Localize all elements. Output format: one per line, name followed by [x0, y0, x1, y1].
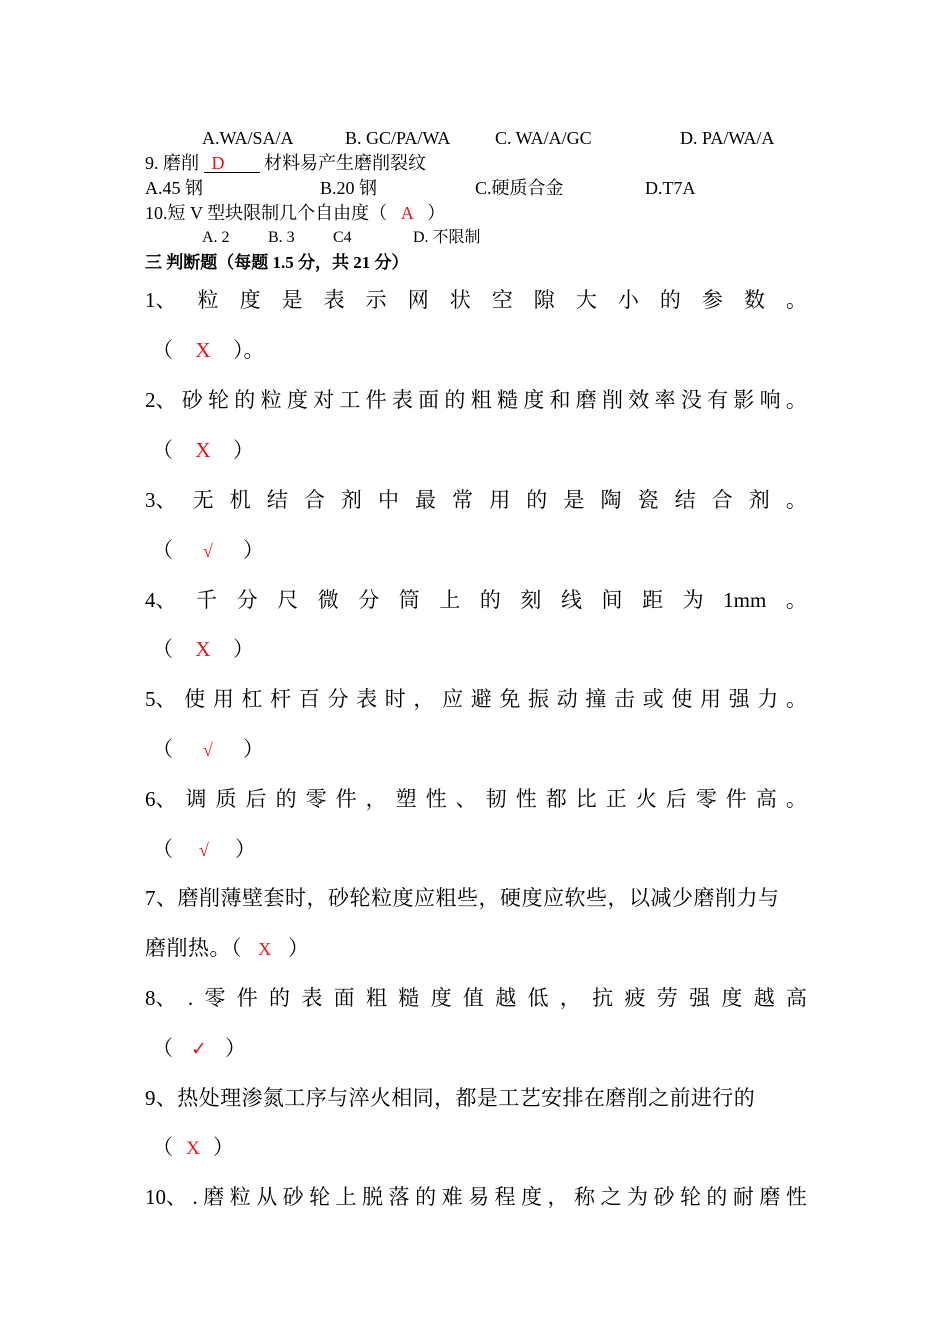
text-glyph: ， [559, 986, 581, 1010]
text-glyph: 值 [462, 986, 484, 1010]
text-glyph: . [192, 1185, 198, 1209]
q8-option-c: C. WA/A/GC [495, 128, 592, 148]
text-glyph: 分 [236, 588, 258, 612]
close-paren: ） [225, 1036, 246, 1060]
text-glyph: 度 [521, 1185, 543, 1209]
text-glyph: 越 [753, 986, 775, 1010]
text-glyph: 对 [313, 388, 335, 412]
text-glyph: 粗 [365, 986, 387, 1010]
q9-answer: D [211, 153, 225, 173]
text-glyph: 轮 [679, 1185, 701, 1209]
text-glyph: 的 [415, 1185, 437, 1209]
text-glyph: 中 [377, 488, 399, 512]
text-glyph: 上 [439, 588, 461, 612]
text-glyph: 、 [455, 787, 477, 811]
judge-item-3 [145, 487, 807, 513]
judge-item-5 [145, 686, 807, 712]
text-glyph: 后 [665, 787, 687, 811]
text-glyph: 。 [785, 288, 807, 312]
judge-answer-7 [145, 935, 310, 962]
text-glyph: 件 [335, 787, 357, 811]
open-paren: （ [152, 438, 173, 462]
text-glyph: 性 [785, 1185, 807, 1209]
close-paren: ） [243, 737, 264, 761]
text-glyph: 塑 [395, 787, 417, 811]
text-glyph: 6、 [145, 787, 177, 811]
text-glyph: 陶 [600, 488, 622, 512]
answer-mark: X [195, 438, 211, 462]
text-glyph: 面 [333, 986, 355, 1010]
answer-mark: X [195, 637, 211, 661]
text-glyph: 表 [391, 388, 413, 412]
judge-item-4 [145, 587, 807, 613]
judge-answer-1 [152, 337, 265, 363]
text-glyph: ， [547, 1185, 569, 1209]
text-glyph: 。 [785, 388, 807, 412]
text-glyph: 削 [602, 388, 624, 412]
text-glyph: 影 [733, 388, 755, 412]
text-glyph: 的 [659, 288, 681, 312]
text-glyph: 筒 [398, 588, 420, 612]
text-glyph: 用 [699, 687, 721, 711]
q10-option-c: C4 [333, 229, 352, 246]
text-glyph: 轮 [208, 388, 230, 412]
text-glyph: 表 [301, 986, 323, 1010]
text-glyph: 脱 [362, 1185, 384, 1209]
text-glyph: 常 [452, 488, 474, 512]
text-glyph: 抗 [592, 986, 614, 1010]
text-glyph: 件 [725, 787, 747, 811]
text-glyph: 3、 [145, 488, 177, 512]
answer-mark: √ [203, 541, 213, 561]
text-glyph: 分 [327, 687, 349, 711]
text-glyph: 8、 [145, 986, 177, 1010]
judge-answer-2 [152, 437, 254, 463]
text-glyph: 的 [275, 787, 297, 811]
q10-answer: A [400, 203, 414, 223]
judge-item-8 [145, 985, 807, 1011]
judge-item-9: 9、热处理渗氮工序与淬火相同，都是工艺安排在磨削之前进行的 [145, 1086, 756, 1110]
judge-answer-9 [152, 1134, 234, 1162]
text-glyph: 没 [680, 388, 702, 412]
text-glyph: 正 [605, 787, 627, 811]
text-glyph: 为 [626, 1185, 648, 1209]
text-glyph: 的 [444, 388, 466, 412]
text-glyph: 度 [721, 986, 743, 1010]
text-glyph: 结 [266, 488, 288, 512]
text-glyph: 2、 [145, 388, 177, 412]
text-glyph: 动 [556, 687, 578, 711]
text-glyph: 使 [671, 687, 693, 711]
text-glyph: 越 [495, 986, 517, 1010]
text-glyph: 粗 [470, 388, 492, 412]
answer-mark: X [186, 1138, 200, 1159]
text-glyph: 最 [415, 488, 437, 512]
text-glyph: 砂 [653, 1185, 675, 1209]
text-glyph: 从 [256, 1185, 278, 1209]
text-glyph: 分 [358, 588, 380, 612]
text-glyph: 的 [234, 388, 256, 412]
text-glyph: 的 [269, 986, 290, 1010]
text-glyph: 10、 [145, 1185, 187, 1209]
text-glyph: 工 [339, 388, 361, 412]
text-glyph: 时 [384, 687, 406, 711]
open-paren: （ [152, 637, 173, 661]
text-glyph: 状 [449, 288, 471, 312]
text-glyph: 轮 [309, 1185, 331, 1209]
text-glyph: 质 [215, 787, 237, 811]
text-glyph: 空 [491, 288, 513, 312]
q8-option-b: B. GC/PA/WA [345, 128, 451, 148]
text-glyph: 力 [757, 687, 779, 711]
text-glyph: 磨 [203, 1185, 225, 1209]
text-glyph: 上 [335, 1185, 357, 1209]
close-paren: ）。 [233, 338, 265, 362]
text-glyph: 比 [575, 787, 597, 811]
text-glyph: 剂 [748, 488, 770, 512]
text-glyph: 合 [303, 488, 325, 512]
text-glyph: 落 [388, 1185, 410, 1209]
judge-item-2 [145, 387, 807, 413]
text-glyph: 千 [196, 588, 218, 612]
text-glyph: 。 [785, 588, 807, 612]
judge-answer-8 [152, 1035, 246, 1063]
text-glyph: 微 [317, 588, 339, 612]
judge-item-10 [145, 1184, 807, 1210]
text-glyph: 应 [442, 687, 464, 711]
judge-answer-6 [152, 836, 256, 863]
text-glyph: ， [365, 787, 387, 811]
text-glyph: 百 [298, 687, 320, 711]
section-title: 三 判断题（每题 1.5 分，共 21 分） [145, 253, 409, 272]
close-paren: ） [243, 538, 264, 562]
text-glyph: 线 [560, 588, 582, 612]
q10-option-b: B. 3 [268, 229, 295, 246]
judge-item-7: 7、磨削薄壁套时，砂轮粒度应粗些，硬度应软些，以减少磨削力与 [145, 886, 780, 910]
text-glyph: 击 [614, 687, 635, 711]
answer-mark: ✓ [191, 1039, 207, 1060]
text-glyph: 称 [574, 1185, 595, 1209]
text-glyph: 结 [674, 488, 696, 512]
text-glyph: 的 [706, 1185, 728, 1209]
text-glyph: 火 [635, 787, 657, 811]
text-glyph: 强 [689, 986, 711, 1010]
q9-suffix: 材料易产生磨削裂纹 [264, 153, 426, 173]
text-glyph: 高 [755, 787, 777, 811]
answer-mark: X [195, 338, 211, 362]
text-glyph: 件 [365, 388, 387, 412]
open-paren: （ [152, 837, 173, 861]
text-glyph: 件 [236, 986, 258, 1010]
text-glyph: 合 [711, 488, 733, 512]
text-glyph: . [187, 986, 194, 1010]
judge-answer-4 [152, 636, 254, 662]
text-glyph: 度 [430, 986, 452, 1010]
judge-item-1 [145, 287, 807, 313]
text-glyph: 的 [526, 488, 548, 512]
answer-mark: X [258, 939, 272, 959]
text-glyph: 瓷 [637, 488, 659, 512]
text-glyph: 面 [418, 388, 440, 412]
text-glyph: 间 [601, 588, 623, 612]
judge-item-6 [145, 786, 807, 812]
text-glyph: 剂 [340, 488, 362, 512]
text-glyph: 避 [470, 687, 492, 711]
open-paren: （ [152, 737, 173, 761]
q10-question [145, 202, 445, 224]
text-glyph: 大 [575, 288, 597, 312]
text-glyph: 数 [743, 288, 765, 312]
text-glyph: 后 [245, 787, 267, 811]
text-glyph: 率 [654, 388, 676, 412]
text-glyph: 度 [523, 388, 545, 412]
q8-option-d: D. PA/WA/A [680, 128, 775, 148]
q8-option-a: A.WA/SA/A [202, 128, 294, 148]
q9-question [145, 152, 426, 174]
text-glyph: 强 [728, 687, 750, 711]
q9-answer-blank [204, 152, 260, 173]
q10-suffix: ） [427, 203, 446, 223]
open-paren: （ [152, 538, 173, 562]
text-glyph: 易 [468, 1185, 490, 1209]
text-glyph: 无 [192, 488, 214, 512]
close-paren: ） [288, 936, 310, 960]
text-glyph: 。 [785, 687, 807, 711]
answer-mark: √ [199, 840, 209, 860]
text-glyph: 砂 [181, 388, 203, 412]
q9-prefix: 9. 磨削 [145, 153, 199, 173]
text-glyph: 1mm [723, 588, 767, 612]
close-paren: ） [235, 837, 256, 861]
text-glyph: 表 [323, 288, 345, 312]
text-glyph: 度 [286, 388, 308, 412]
text-glyph: 机 [229, 488, 251, 512]
open-paren: （ [152, 1135, 173, 1159]
q9-option-d: D.T7A [645, 178, 696, 198]
text-glyph: 。 [785, 787, 807, 811]
close-paren: ） [233, 438, 254, 462]
q10-option-a: A. 2 [202, 229, 230, 246]
text-glyph: 粒 [260, 388, 282, 412]
text-glyph: 或 [642, 687, 664, 711]
text-glyph: 砂 [282, 1185, 304, 1209]
text-glyph: 粒 [229, 1185, 251, 1209]
judge-answer-3 [152, 537, 264, 564]
text-glyph: 振 [528, 687, 550, 711]
text-glyph: 为 [682, 588, 704, 612]
answer-mark: √ [203, 740, 213, 760]
text-glyph: 都 [545, 787, 567, 811]
text-glyph: 调 [185, 787, 207, 811]
text-glyph: 度 [239, 288, 261, 312]
close-paren: ） [213, 1135, 234, 1159]
text-glyph: 是 [281, 288, 303, 312]
text-glyph: 用 [212, 687, 234, 711]
text-glyph: 5、 [145, 687, 177, 711]
text-glyph: 效 [628, 388, 650, 412]
text-glyph: 用 [489, 488, 511, 512]
text-glyph: 糙 [496, 388, 518, 412]
text-glyph: 距 [642, 588, 664, 612]
judge-item-7-continued: 磨削热。（ [145, 936, 242, 960]
text-glyph: 之 [600, 1185, 622, 1209]
q9-option-b: B.20 钢 [320, 178, 378, 198]
text-glyph: 粒 [197, 288, 219, 312]
text-glyph: 韧 [485, 787, 507, 811]
text-glyph: 使 [184, 687, 206, 711]
text-glyph: 刻 [520, 588, 542, 612]
text-glyph: 高 [786, 986, 807, 1010]
q9-option-c: C.硬质合金 [475, 178, 564, 198]
text-glyph: 表 [356, 687, 378, 711]
text-glyph: 性 [515, 787, 537, 811]
q10-option-d: D. 不限制 [413, 229, 481, 246]
text-glyph: 参 [701, 288, 723, 312]
q10-prefix: 10.短 V 型块限制几个自由度（ [145, 203, 388, 223]
text-glyph: 磨 [575, 388, 597, 412]
q9-option-a: A.45 钢 [145, 178, 203, 198]
text-glyph: 磨 [759, 1185, 781, 1209]
text-glyph: 难 [441, 1185, 463, 1209]
text-glyph: 杠 [241, 687, 263, 711]
text-glyph: 杆 [270, 687, 292, 711]
text-glyph: 撞 [585, 687, 607, 711]
text-glyph: 4、 [145, 588, 177, 612]
text-glyph: 耐 [732, 1185, 754, 1209]
text-glyph: 示 [365, 288, 387, 312]
text-glyph: 零 [695, 787, 717, 811]
judge-answer-5 [152, 736, 264, 763]
close-paren: ） [233, 637, 254, 661]
text-glyph: 零 [204, 986, 226, 1010]
text-glyph: 是 [563, 488, 585, 512]
text-glyph: 的 [479, 588, 501, 612]
text-glyph: 响 [759, 388, 781, 412]
text-glyph: 劳 [656, 986, 678, 1010]
text-glyph: 性 [425, 787, 447, 811]
text-glyph: ， [413, 687, 435, 711]
text-glyph: 有 [707, 388, 729, 412]
open-paren: （ [152, 1036, 173, 1060]
text-glyph: 免 [499, 687, 521, 711]
open-paren: （ [152, 338, 173, 362]
text-glyph: 小 [617, 288, 639, 312]
text-glyph: 疲 [624, 986, 646, 1010]
text-glyph: 糙 [398, 986, 420, 1010]
text-glyph: 零 [305, 787, 327, 811]
text-glyph: 。 [785, 488, 807, 512]
text-glyph: 尺 [277, 588, 299, 612]
text-glyph: 程 [494, 1185, 516, 1209]
text-glyph: 和 [549, 388, 571, 412]
text-glyph: 1、 [145, 288, 177, 312]
text-glyph: 网 [407, 288, 429, 312]
text-glyph: 隙 [533, 288, 555, 312]
text-glyph: 低 [527, 986, 549, 1010]
